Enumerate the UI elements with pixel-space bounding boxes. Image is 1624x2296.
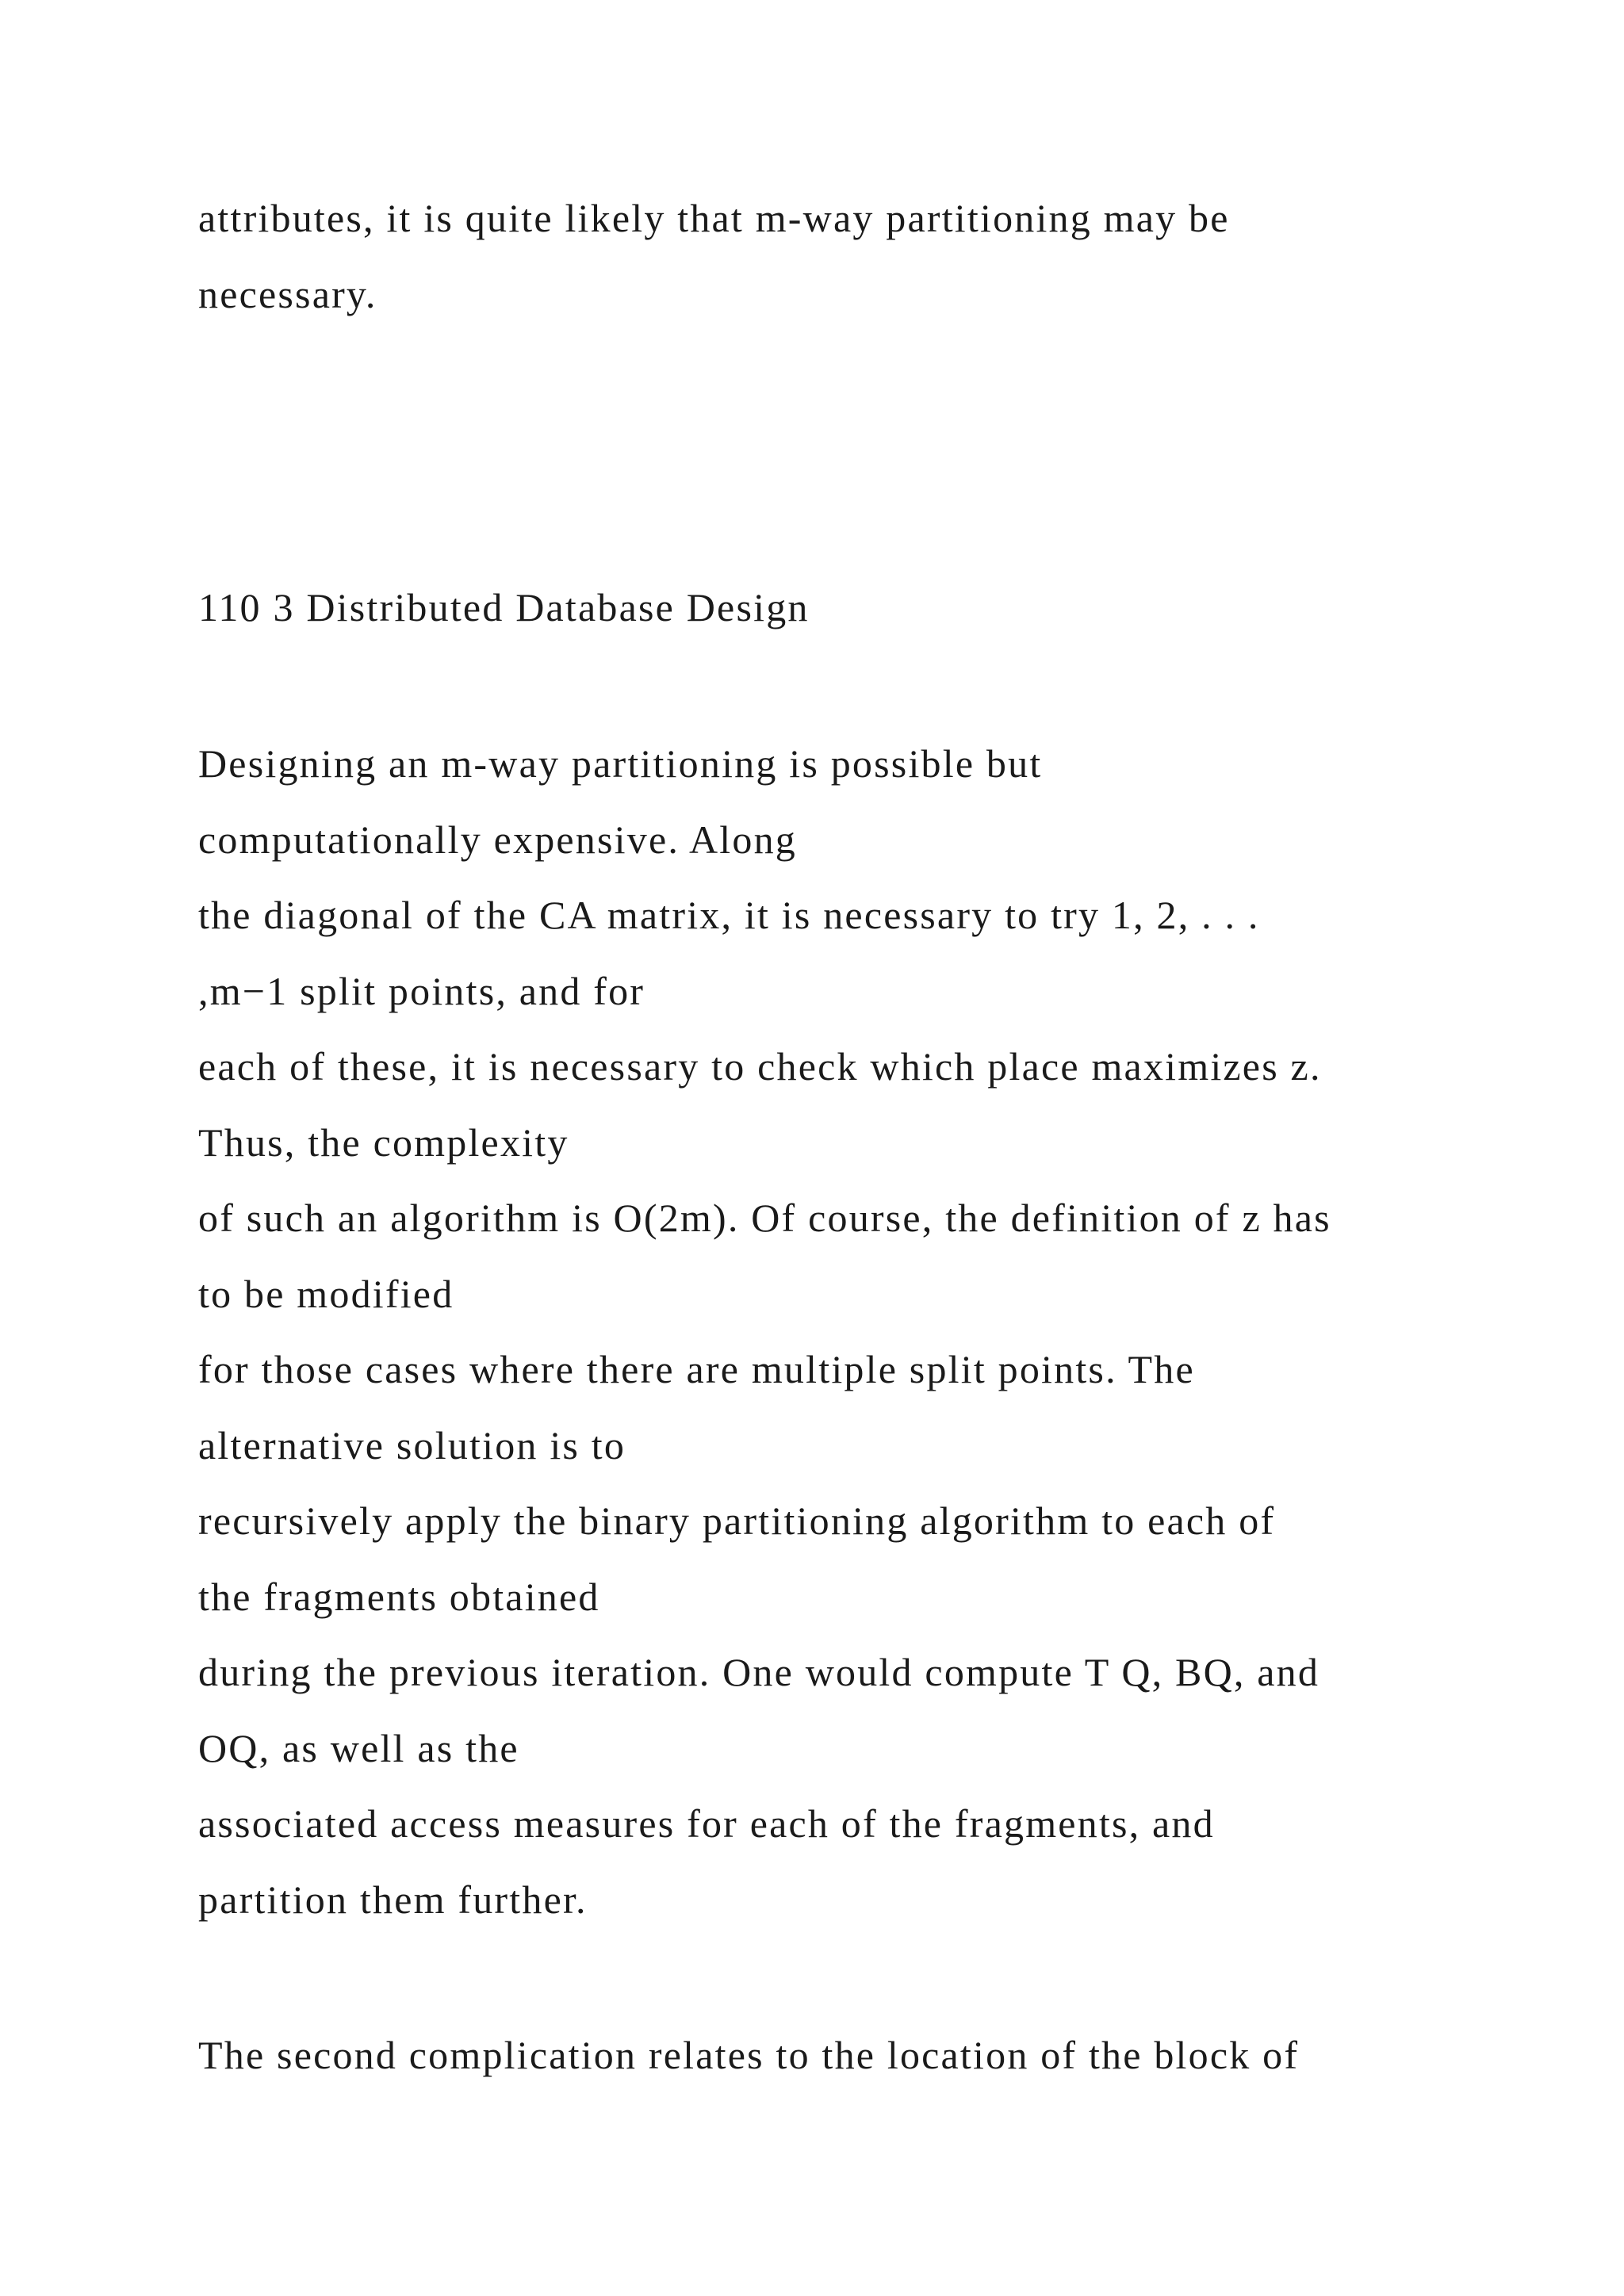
text-line: partition them further.: [198, 1877, 588, 1922]
text-line: attributes, it is quite likely that m-way partitioning may be: [198, 196, 1230, 240]
text-line: during the previous iteration. One would compute T Q, BQ, and: [198, 1650, 1320, 1694]
running-header: 110 3 Distributed Database Design: [198, 585, 810, 629]
text-line: OQ, as well as the: [198, 1726, 519, 1770]
text-line: Designing an m-way partitioning is possible but: [198, 741, 1043, 786]
text-line: alternative solution is to: [198, 1423, 626, 1468]
text-line: the fragments obtained: [198, 1575, 600, 1619]
text-line: associated access measures for each of the fragments, and: [198, 1801, 1215, 1846]
text-line: each of these, it is necessary to check which place maximizes z.: [198, 1044, 1322, 1089]
text-line: of such an algorithm is O(2m). Of course, the definition of z has: [198, 1196, 1331, 1240]
text-line: computationally expensive. Along: [198, 817, 797, 862]
text-line: Thus, the complexity: [198, 1120, 569, 1165]
text-line: ,m−1 split points, and for: [198, 969, 645, 1013]
text-line: necessary.: [198, 272, 377, 316]
text-line: recursively apply the binary partitioning algorithm to each of: [198, 1498, 1276, 1543]
text-line: for those cases where there are multiple split points. The: [198, 1347, 1195, 1391]
text-line: the diagonal of the CA matrix, it is necessary to try 1, 2, . . .: [198, 893, 1260, 937]
text-line: to be modified: [198, 1272, 454, 1316]
text-line: The second complication relates to the location of the block of: [198, 2033, 1300, 2077]
